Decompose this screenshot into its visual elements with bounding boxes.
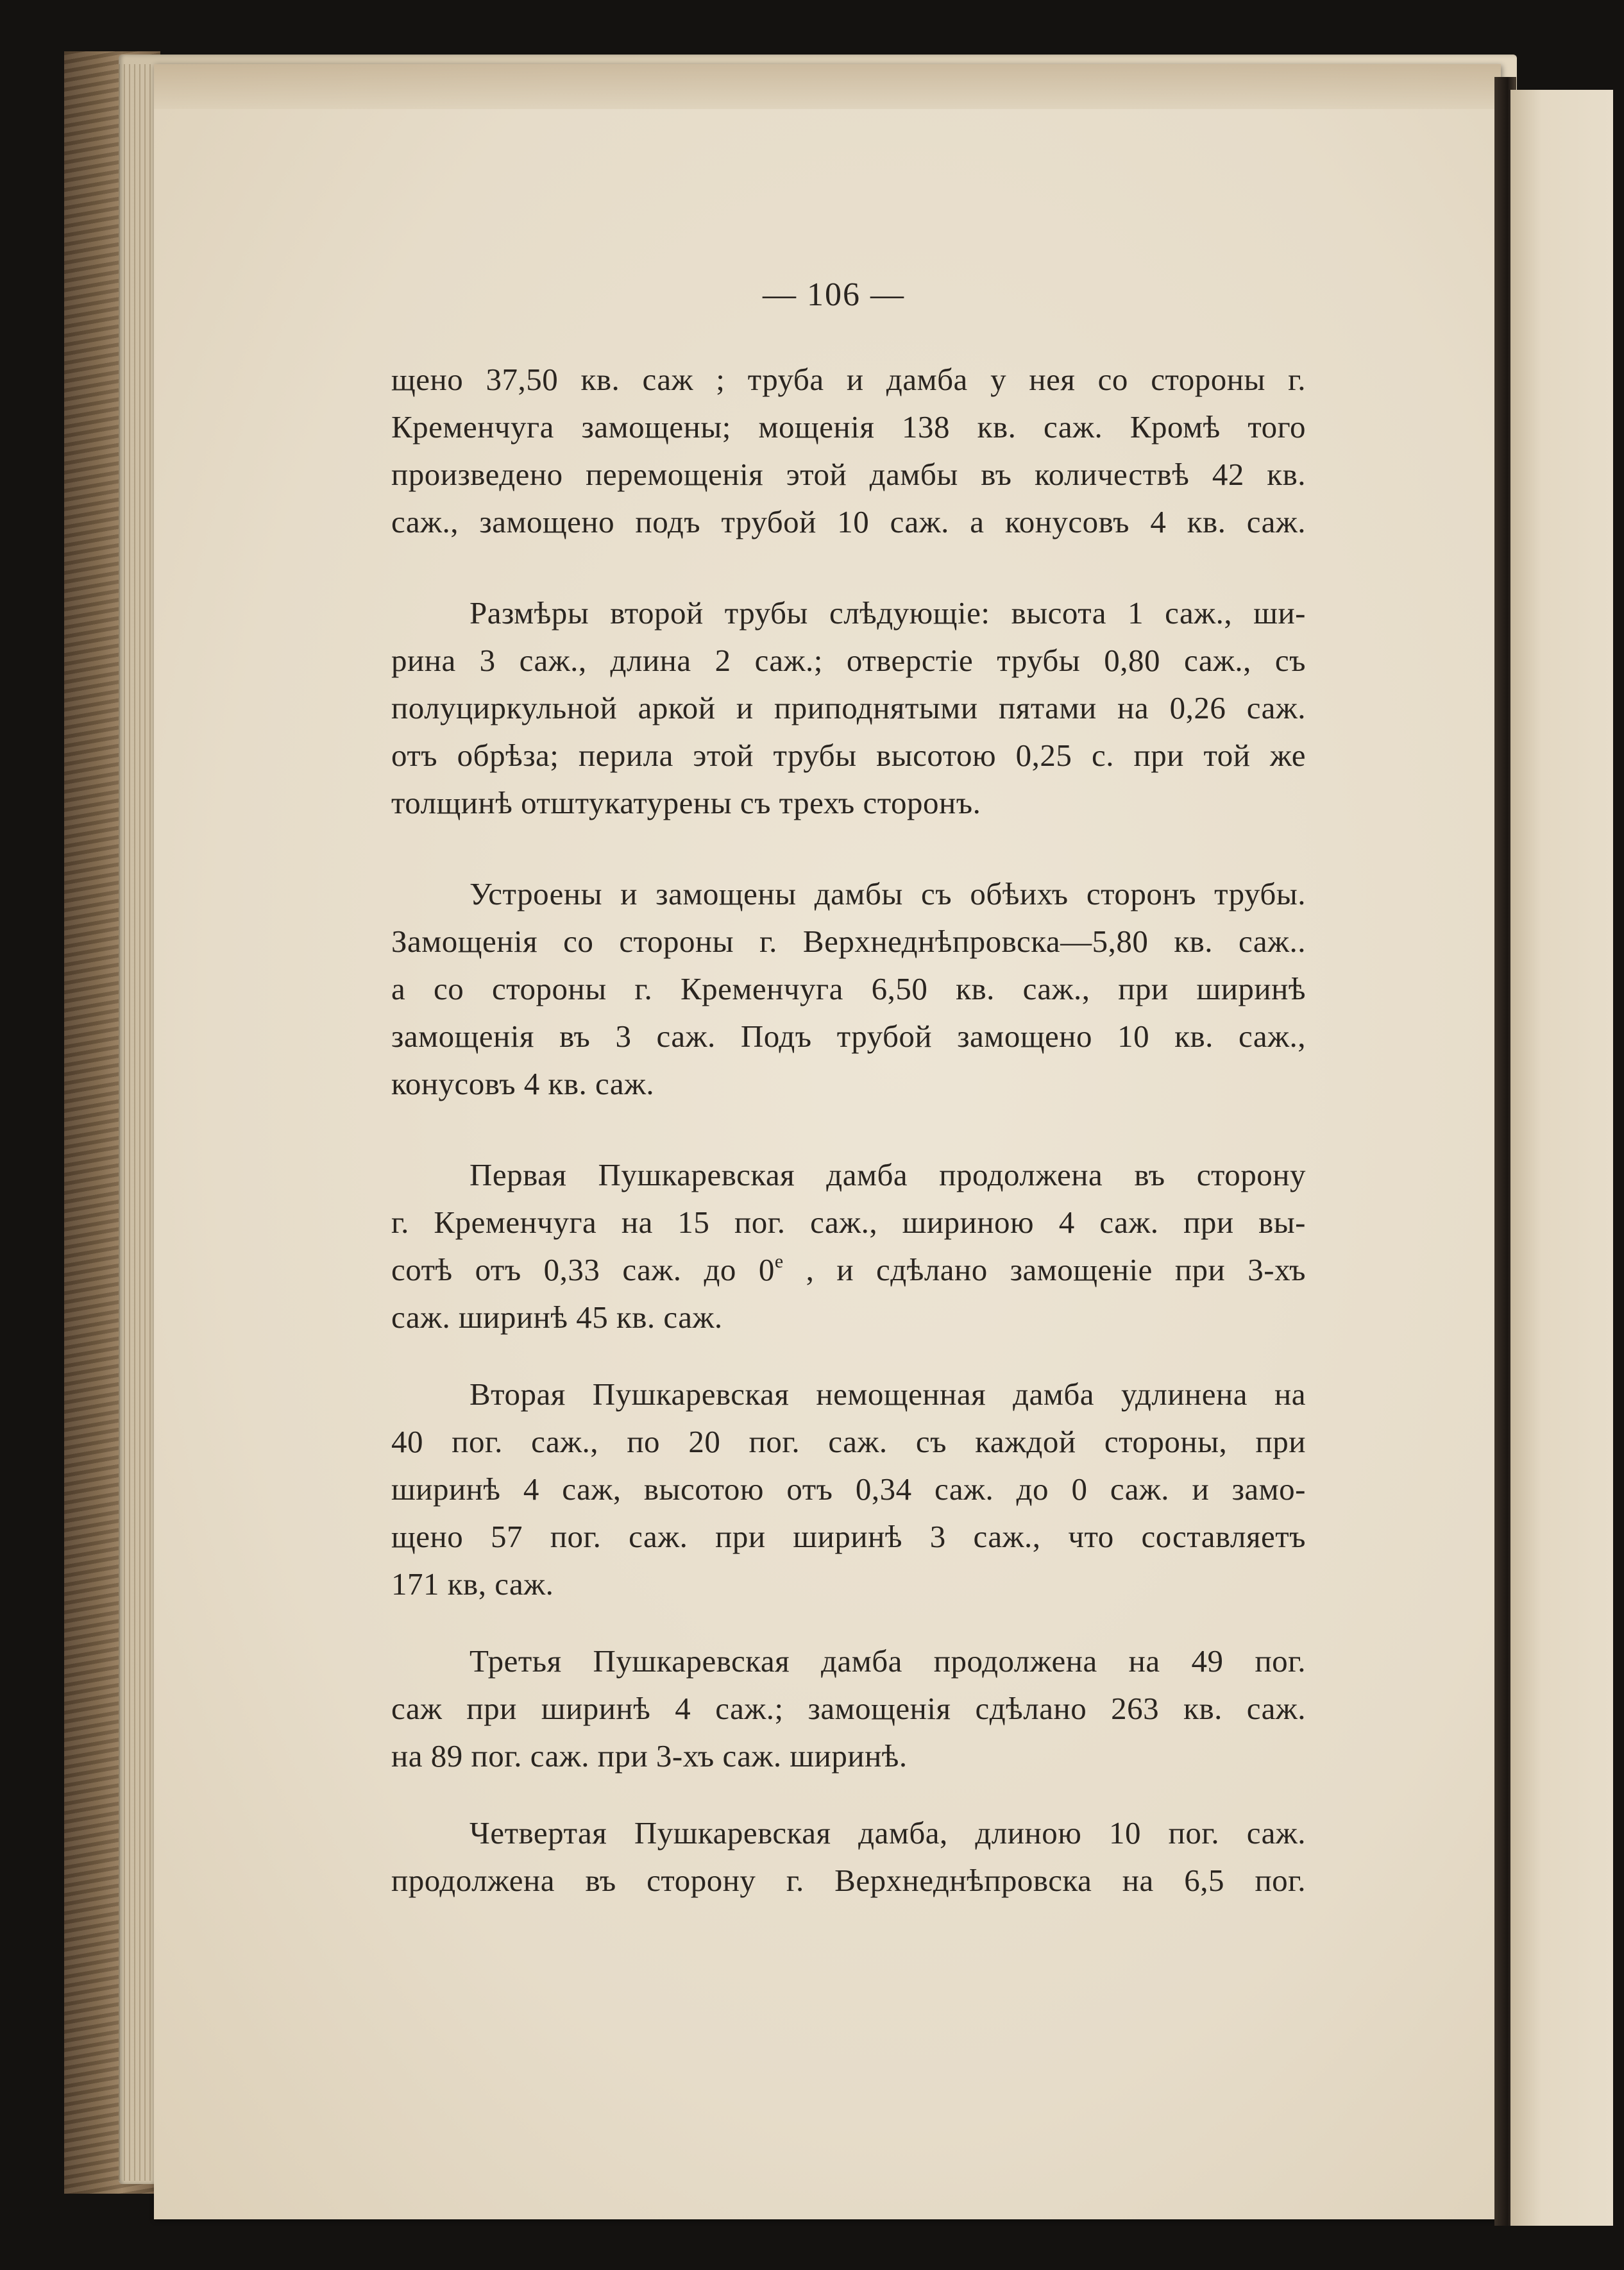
- paragraph-4: [391, 1151, 1306, 1341]
- text-line: произведено перемощенія этой дамбы въ количествѣ 42 кв.: [391, 457, 1306, 492]
- paragraph-1: [391, 356, 1306, 546]
- text-fragment: , и сдѣлано замощеніе при 3-хъ: [806, 1252, 1307, 1287]
- text-line: саж., замощено подъ трубой 10 саж. а конусовъ 4 кв. саж.: [391, 504, 1306, 539]
- text-line: Размѣры второй трубы слѣдующіе: высота 1 саж., ши-: [469, 595, 1306, 631]
- paragraph-5: [391, 1371, 1306, 1608]
- text-line: толщинѣ отштукатурены съ трехъ сторонъ.: [391, 785, 981, 820]
- text-line: конусовъ 4 кв. саж.: [391, 1066, 655, 1101]
- text-line-with-superscript: [391, 1246, 1306, 1294]
- paragraph-2: [391, 589, 1306, 827]
- page-stack-edges: [119, 64, 157, 2181]
- text-line: продолжена въ сторону г. Верхнеднѣпровска на 6,5 пог.: [391, 1863, 1306, 1898]
- paragraph-7: [391, 1809, 1306, 1904]
- text-line: щено 37,50 кв. саж ; труба и дамба у нея со стороны г.: [391, 362, 1306, 397]
- text-line: саж при ширинѣ 4 саж.; замощенія сдѣлано 263 кв. саж.: [391, 1691, 1306, 1726]
- text-line: Четвертая Пушкаревская дамба, длиною 10 пог. саж.: [469, 1815, 1306, 1851]
- paragraph-3: [391, 870, 1306, 1108]
- text-line: г. Кременчуга на 15 пог. саж., шириною 4 саж. при вы-: [391, 1205, 1306, 1240]
- superscript: е: [774, 1251, 784, 1272]
- text-line: рина 3 саж., длина 2 саж.; отверстіе трубы 0,80 саж., съ: [391, 643, 1306, 678]
- facing-page-edge: [1510, 90, 1613, 2226]
- text-line: щено 57 пог. саж. при ширинѣ 3 саж., что составляетъ: [391, 1519, 1306, 1554]
- text-line: ширинѣ 4 саж, высотою отъ 0,34 саж. до 0 саж. и замо-: [391, 1471, 1306, 1507]
- text-line: отъ обрѣза; перила этой трубы высотою 0,25 с. при той же: [391, 738, 1306, 773]
- page-number: — 106 —: [763, 276, 905, 313]
- text-line: на 89 пог. саж. при 3-хъ саж. ширинѣ.: [391, 1738, 908, 1774]
- text-line: Устроены и замощены дамбы съ обѣихъ сторонъ трубы.: [469, 876, 1306, 911]
- text-fragment: сотѣ отъ 0,33 саж. до 0: [391, 1252, 775, 1287]
- text-line: Третья Пушкаревская дамба продолжена на 49 пог.: [469, 1643, 1306, 1679]
- page-top-edge: [154, 64, 1501, 109]
- text-line: Вторая Пушкаревская немощенная дамба удлинена на: [469, 1376, 1306, 1412]
- text-line: а со стороны г. Кременчуга 6,50 кв. саж., при ширинѣ: [391, 971, 1306, 1006]
- text-line: 171 кв, саж.: [391, 1566, 554, 1602]
- text-line: 40 пог. саж., по 20 пог. саж. съ каждой стороны, при: [391, 1424, 1306, 1459]
- text-line: Кременчуга замощены; мощенія 138 кв. саж. Кромѣ того: [391, 409, 1306, 445]
- text-line: Первая Пушкаревская дамба продолжена въ сторону: [469, 1157, 1306, 1192]
- text-line: замощенія въ 3 саж. Подъ трубой замощено 10 кв. саж.,: [391, 1019, 1306, 1054]
- text-line: саж. ширинѣ 45 кв. саж.: [391, 1300, 723, 1335]
- page-text: [391, 356, 1306, 1904]
- text-line: Замощенія со стороны г. Верхнеднѣпровска—5,80 кв. саж..: [391, 924, 1306, 959]
- paragraph-6: [391, 1638, 1306, 1780]
- text-line: полуциркульной аркой и приподнятыми пятами на 0,26 саж.: [391, 690, 1306, 725]
